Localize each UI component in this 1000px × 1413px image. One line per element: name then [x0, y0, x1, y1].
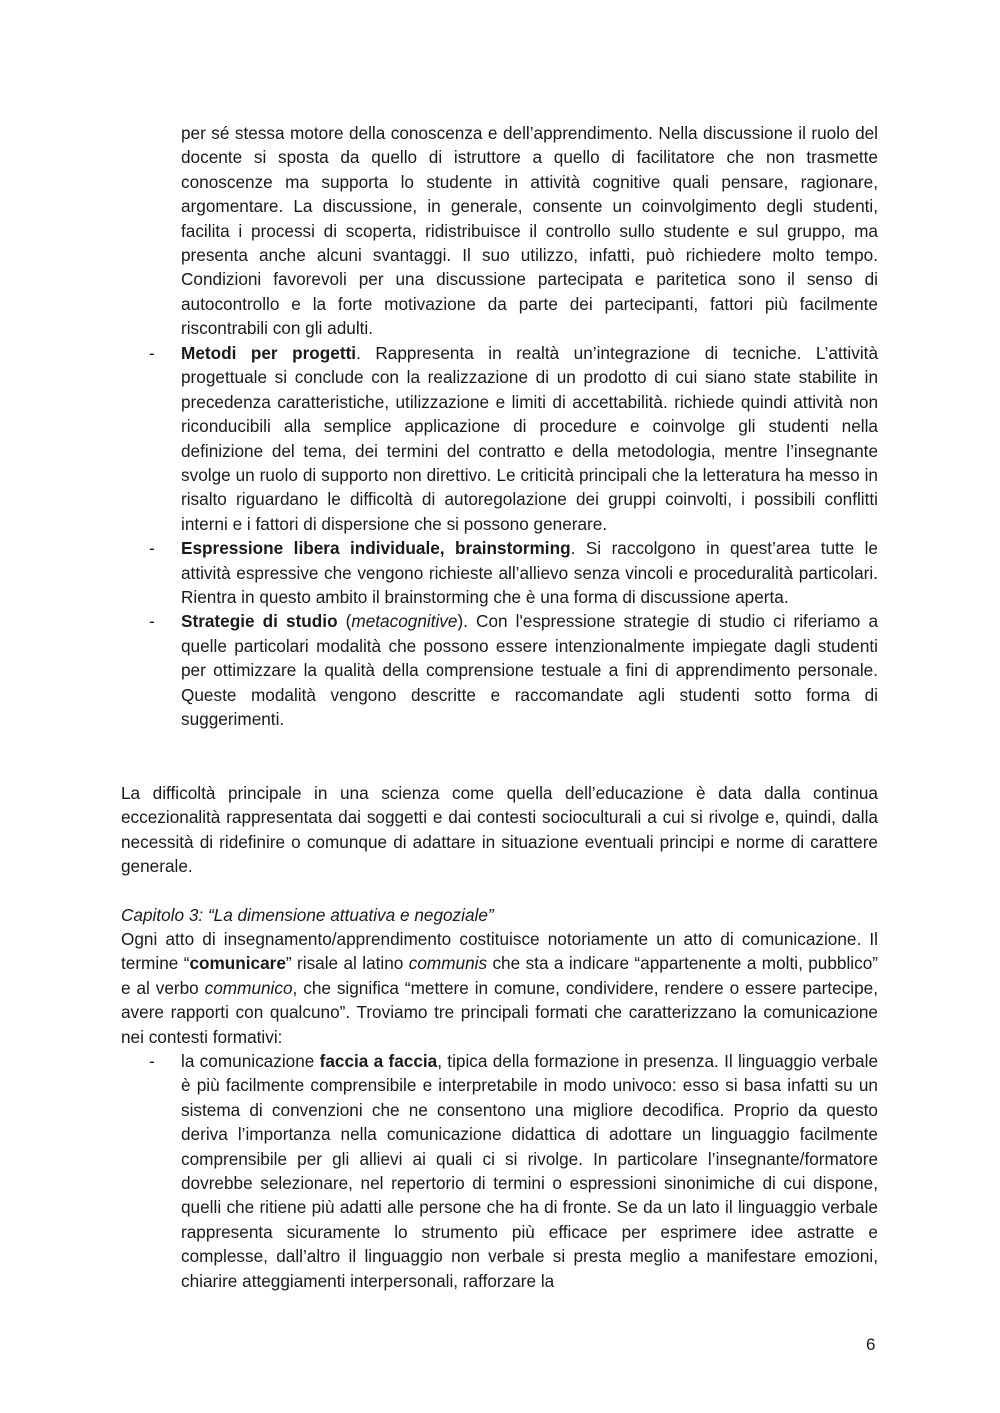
list-dash: - [149, 611, 155, 632]
list-item-espressione-libera [149, 536, 878, 609]
page-number: 6 [866, 1335, 876, 1354]
list-dash: - [149, 343, 155, 363]
list-item-italic: metacognitive [351, 611, 458, 632]
list-item-text: . Rappresenta in realtà un’integrazione di tecniche. L’attività progettuale si conclude con la realizzazione di un prodotto di cui siano state stabilite in precedenza caratteristiche, utilizzazione e limiti di accettabilità. richiede quindi attività non riconducibili alla semplice applicazione di procedure e coinvolge gli studenti nella definizione del tema, dei termini del contratto e della metodologia, mentre l’insegnante svolge un ruolo di supporto non direttivo. Le criticità principali che la letteratura ha messo in risalto riguardano le difficoltà di autoregolazione dei gruppi coinvolti, i possibili conflitti interni e i fattori di dispersione che si possono generare. [181, 343, 879, 534]
communication-paragraph [121, 927, 878, 1049]
list-item-metodi-progetti [149, 341, 879, 536]
paragraph-italic: communis [408, 953, 488, 974]
body-paragraph: La difficoltà principale in una scienza come quella dell’educazione è data dalla continua eccezionalità rappresentata dai soggetti e dai contesti socioculturali a cui si rivolge e, quindi, dalla necessità di ridefinire o comunque di adattare in situazione eventuali principi e norme di carattere generale. [121, 783, 878, 877]
paragraph-italic: communico [204, 977, 293, 998]
paragraph-text: , che significa “mettere in comune, condividere, rendere o essere partecipe, avere rapporti con qualcuno”. Troviamo tre principali formati che caratterizzano la comunicazione nei contesti formativi: [121, 977, 879, 1047]
paragraph-text: Ogni atto di insegnamento/apprendimento costituisce notoriamente un atto di comunicazione. Il termine “ [121, 929, 878, 974]
chapter-heading: Capitolo 3: “La dimensione attuativa e negoziale” [121, 905, 494, 925]
list-item-title: Strategie di studio [181, 611, 338, 632]
list-item-text: ). Con l'espressione strategie di studio ci riferiamo a quelle particolari modalità che possono essere intenzionalmente impiegate dagli studenti per ottimizzare la qualità della comprensione testuale a fini di apprendimento personale. Queste modalità vengono descritte e raccomandate agli studenti sotto forma di suggerimenti. [181, 611, 879, 730]
list-item-text: . Si raccolgono in quest’area tutte le attività espressive che vengono richieste all’allievo senza vincoli e proceduralità particolari. Rientra in questo ambito il brainstorming che è una forma di discussione aperta. [181, 538, 878, 608]
list-dash: - [149, 538, 155, 559]
formats-list [149, 1049, 878, 1293]
continuation-paragraph: per sé stessa motore della conoscenza e dell’apprendimento. Nella discussione il ruolo del docente si sposta da quello di istruttore a quello di facilitatore che non trasmette conoscenze ma supporta lo studente in attività cognitive quali pensare, ragionare, argomentare. La discussione, in generale, consente un coinvolgimento degli studenti, facilita i processi di scoperta, ridistribuisce il controllo sullo studente e sul gruppo, ma presenta anche alcuni svantaggi. Il suo utilizzo, infatti, può richiedere molto tempo. Condizioni favorevoli per una discussione partecipata e paritetica sono il senso di autocontrollo e la forte motivazione da parte dei partecipanti, fattori più facilmente riscontrabili con gli adulti. [181, 123, 878, 339]
list-item-text: ( [337, 611, 352, 632]
list-item-strategie-studio [149, 609, 879, 731]
list-item-text: la comunicazione [181, 1051, 320, 1071]
list-item-faccia-a-faccia [149, 1049, 878, 1293]
paragraph-text: ” risale al latino [285, 953, 409, 974]
list-item-title: Metodi per progetti [181, 343, 357, 363]
methods-list [149, 341, 879, 732]
list-item-title: faccia a faccia [319, 1051, 438, 1071]
paragraph-bold: comunicare [189, 953, 286, 974]
list-dash: - [149, 1051, 155, 1071]
paragraph-text: che sta a indicare “appartenente a molti, pubblico” e al verbo [121, 953, 878, 998]
list-item-text: , tipica della formazione in presenza. Il linguaggio verbale è più facilmente comprensibile e interpretabile in modo univoco: esso si basa infatti su un sistema di convenzioni che ne consentono una migliore decodifica. Proprio da questo deriva l’importanza nella comunicazione didattica di adottare un linguaggio facilmente comprensibile per gli allievi ai quali ci si rivolge. In particolare l’insegnante/formatore dovrebbe selezionare, nel repertorio di termini o espressioni sinonimiche di cui dispone, quelli che ritiene più adatti alle persone che ha di fronte. Se da un lato il linguaggio verbale rappresenta sicuramente lo strumento più efficace per esprimere idee astratte e complesse, dall’altro il linguaggio non verbale si presta meglio a manifestare emozioni, chiarire atteggiamenti interpersonali, rafforzare la [181, 1051, 878, 1291]
list-item-title: Espressione libera individuale, brainstorming [181, 538, 571, 559]
